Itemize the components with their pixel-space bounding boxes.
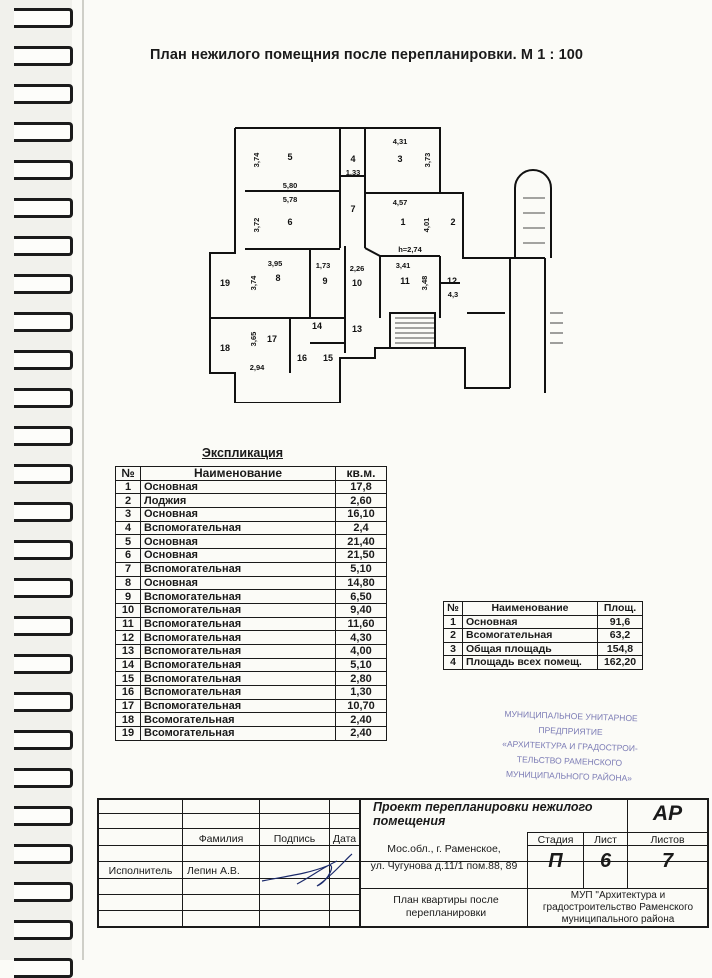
row-number: 9	[116, 590, 141, 604]
row-name: Вспомогательная	[141, 617, 336, 631]
row-area: 2,4	[336, 521, 387, 535]
sheets-value: 7	[661, 850, 674, 872]
binding-coil	[14, 46, 73, 66]
room-label: 11	[400, 276, 410, 286]
row-area: 2,60	[336, 494, 387, 508]
row-name: Основная	[463, 615, 598, 629]
row-number: 10	[116, 603, 141, 617]
dimension-label: 1,73	[315, 261, 331, 270]
stage-value: П	[548, 850, 563, 872]
row-number: 3	[444, 642, 463, 656]
binding-coil	[14, 122, 73, 142]
role-label: Исполнитель	[108, 865, 173, 877]
summary-table	[443, 601, 643, 670]
row-name: Вспомогательная	[141, 521, 336, 535]
dimension-label: h=2,74	[398, 245, 422, 254]
stamp-line: МУНИЦИПАЛЬНОГО РАЙОНА»	[505, 768, 633, 784]
executor-name: Лепин А.В.	[187, 865, 240, 877]
room-label: 5	[287, 152, 293, 162]
stamp-line: МУНИЦИПАЛЬНОЕ УНИТАРНОЕ ПРЕДПРИЯТИЕ	[504, 708, 638, 738]
row-number: 11	[116, 617, 141, 631]
row-area: 162,20	[598, 656, 643, 670]
stamp-line: «АРХИТЕКТУРА И ГРАДОСТРОИ-	[502, 738, 638, 754]
binding-coil	[14, 464, 73, 484]
row-name: Основная	[141, 549, 336, 563]
row-name: Всомогательная	[141, 727, 336, 741]
binding-coil	[14, 274, 73, 294]
row-number: 3	[116, 508, 141, 522]
address-line-2: ул. Чугунова д.11/1 пом.88, 89	[370, 860, 518, 872]
row-area: 5,10	[336, 562, 387, 576]
binding-coil	[14, 958, 73, 978]
header-number: №	[444, 602, 463, 616]
header-area: кв.м.	[336, 467, 387, 481]
dimension-label: 3,95	[267, 259, 283, 268]
dimension-label: 3,41	[395, 261, 411, 270]
binding-coil	[14, 844, 73, 864]
row-area: 21,40	[336, 535, 387, 549]
row-area: 154,8	[598, 642, 643, 656]
binding-coil	[14, 426, 73, 446]
binding-coil	[14, 882, 73, 902]
binding-coil	[14, 540, 73, 560]
row-area: 16,10	[336, 508, 387, 522]
room-label: 17	[266, 334, 278, 344]
row-number: 4	[444, 656, 463, 670]
table-row	[116, 727, 387, 741]
header-number: №	[116, 467, 141, 481]
stamp-line: ТЕЛЬСТВО РАМЕНСКОГО	[516, 754, 623, 768]
spiral-binding	[0, 0, 72, 960]
row-number: 1	[116, 480, 141, 494]
row-area: 14,80	[336, 576, 387, 590]
room-label: 15	[322, 353, 334, 363]
table-row	[116, 713, 387, 727]
binding-coil	[14, 730, 73, 750]
row-area: 4,30	[336, 631, 387, 645]
row-area: 1,30	[336, 686, 387, 700]
stage-label: Стадия	[537, 834, 574, 846]
table-row	[444, 642, 643, 656]
row-number: 5	[116, 535, 141, 549]
row-number: 17	[116, 699, 141, 713]
row-number: 19	[116, 727, 141, 741]
row-area: 2,80	[336, 672, 387, 686]
row-number: 15	[116, 672, 141, 686]
row-number: 8	[116, 576, 141, 590]
row-name: Площадь всех помещ.	[463, 656, 598, 670]
row-area: 2,40	[336, 727, 387, 741]
room-label: 3	[397, 154, 403, 164]
table-row	[116, 549, 387, 563]
row-area: 17,8	[336, 480, 387, 494]
row-name: Вспомогательная	[141, 672, 336, 686]
dimension-label: 3,74	[249, 275, 258, 291]
row-name: Вспомогательная	[141, 699, 336, 713]
row-number: 16	[116, 686, 141, 700]
table-row	[116, 603, 387, 617]
table-row	[116, 686, 387, 700]
row-name: Общая площадь	[463, 642, 598, 656]
binding-coil	[14, 84, 73, 104]
table-row	[116, 644, 387, 658]
row-name: Основная	[141, 576, 336, 590]
sheet-label: Лист	[594, 834, 617, 846]
page-title: План нежилого помещния после перепланировки. М 1 : 100	[150, 47, 584, 63]
table-row	[116, 508, 387, 522]
room-label: 18	[219, 343, 231, 353]
table-row	[116, 617, 387, 631]
dimension-label: 5,80	[282, 181, 298, 190]
room-label: 1	[400, 217, 406, 227]
dimension-label: 4,57	[392, 198, 408, 207]
dimension-label: 4,01	[422, 217, 431, 233]
dimension-label: 1,33	[345, 168, 361, 177]
table-header-row	[444, 602, 643, 616]
organization-name: МУП "Архитектура и градостроительство Раменского муниципального района	[542, 890, 694, 925]
row-name: Вспомогательная	[141, 562, 336, 576]
dimension-label: 2,94	[249, 363, 265, 372]
row-name: Всомогательная	[463, 629, 598, 643]
row-number: 18	[116, 713, 141, 727]
binding-coil	[14, 768, 73, 788]
binding-coil	[14, 312, 73, 332]
binding-coil	[14, 806, 73, 826]
row-number: 6	[116, 549, 141, 563]
drawing-name: План квартиры после перепланировки	[393, 894, 499, 919]
row-area: 11,60	[336, 617, 387, 631]
header-signature: Подпись	[273, 833, 316, 845]
row-number: 2	[444, 629, 463, 643]
table-row	[116, 480, 387, 494]
row-number: 12	[116, 631, 141, 645]
table-row	[116, 699, 387, 713]
room-label: 2	[450, 217, 456, 227]
explication-table	[115, 466, 387, 741]
row-number: 4	[116, 521, 141, 535]
row-name: Вспомогательная	[141, 603, 336, 617]
row-number: 7	[116, 562, 141, 576]
row-area: 5,10	[336, 658, 387, 672]
row-name: Вспомогательная	[141, 590, 336, 604]
header-date: Дата	[332, 833, 357, 845]
row-name: Основная	[141, 480, 336, 494]
organization-stamp	[489, 706, 652, 787]
binding-coil	[14, 616, 73, 636]
dimension-label: 3,48	[420, 275, 429, 291]
floor-plan	[205, 118, 565, 403]
binding-coil	[14, 8, 73, 28]
row-area: 21,50	[336, 549, 387, 563]
room-label: 8	[275, 273, 281, 283]
table-row	[116, 590, 387, 604]
room-label: 13	[351, 324, 363, 334]
room-label: 19	[219, 278, 231, 288]
sheets-label: Листов	[650, 834, 685, 846]
room-label: 12	[446, 276, 458, 286]
row-name: Лоджия	[141, 494, 336, 508]
row-area: 63,2	[598, 629, 643, 643]
binding-coil	[14, 236, 73, 256]
row-area: 4,00	[336, 644, 387, 658]
header-area: Площ.	[598, 602, 643, 616]
table-row	[116, 562, 387, 576]
table-row	[116, 521, 387, 535]
binding-coil	[14, 578, 73, 598]
drawing-code: АР	[652, 802, 683, 825]
row-number: 1	[444, 615, 463, 629]
binding-coil	[14, 388, 73, 408]
binding-coil	[14, 350, 73, 370]
binding-coil	[14, 502, 73, 522]
table-header-row	[116, 467, 387, 481]
room-label: 7	[350, 204, 356, 214]
table-row	[116, 672, 387, 686]
room-label: 16	[296, 353, 308, 363]
dimension-label: 3,65	[249, 331, 258, 347]
table-row	[444, 615, 643, 629]
table-row	[116, 535, 387, 549]
binding-coil	[14, 692, 73, 712]
room-label: 9	[322, 276, 328, 286]
explication-title: Экспликация	[202, 446, 283, 460]
header-name: Наименование	[463, 602, 598, 616]
row-name: Вспомогательная	[141, 644, 336, 658]
header-surname: Фамилия	[198, 833, 244, 845]
table-row	[116, 658, 387, 672]
room-label: 10	[351, 278, 363, 288]
row-area: 6,50	[336, 590, 387, 604]
binding-coil	[14, 654, 73, 674]
room-label: 6	[287, 217, 293, 227]
room-label: 4	[350, 154, 356, 164]
binding-coil	[14, 920, 73, 940]
room-label: 14	[311, 321, 323, 331]
row-name: Вспомогательная	[141, 658, 336, 672]
row-name: Основная	[141, 508, 336, 522]
table-row	[444, 629, 643, 643]
row-area: 2,40	[336, 713, 387, 727]
binding-coil	[14, 198, 73, 218]
row-name: Вспомогательная	[141, 631, 336, 645]
signature	[257, 846, 357, 891]
dimension-label: 4,31	[392, 137, 408, 146]
table-row	[116, 494, 387, 508]
row-area: 91,6	[598, 615, 643, 629]
row-number: 13	[116, 644, 141, 658]
dimension-label: 5,78	[282, 195, 298, 204]
title-block	[97, 798, 709, 928]
table-row	[444, 656, 643, 670]
sheet-edge	[82, 0, 84, 960]
dimension-label: 4,3	[447, 290, 459, 299]
row-number: 14	[116, 658, 141, 672]
binding-coil	[14, 160, 73, 180]
row-area: 9,40	[336, 603, 387, 617]
row-name: Вспомогательная	[141, 686, 336, 700]
row-name: Всомогательная	[141, 713, 336, 727]
dimension-label: 3,74	[252, 152, 261, 168]
table-row	[116, 631, 387, 645]
dimension-label: 2,26	[349, 264, 365, 273]
dimension-label: 3,73	[423, 152, 432, 168]
header-name: Наименование	[141, 467, 336, 481]
dimension-label: 3,72	[252, 217, 261, 233]
row-number: 2	[116, 494, 141, 508]
project-title: Проект перепланировки нежилого помещения	[373, 800, 593, 828]
address-line-1: Мос.обл., г. Раменское,	[387, 843, 501, 855]
sheet-value: 6	[599, 850, 612, 872]
row-name: Основная	[141, 535, 336, 549]
table-row	[116, 576, 387, 590]
row-area: 10,70	[336, 699, 387, 713]
